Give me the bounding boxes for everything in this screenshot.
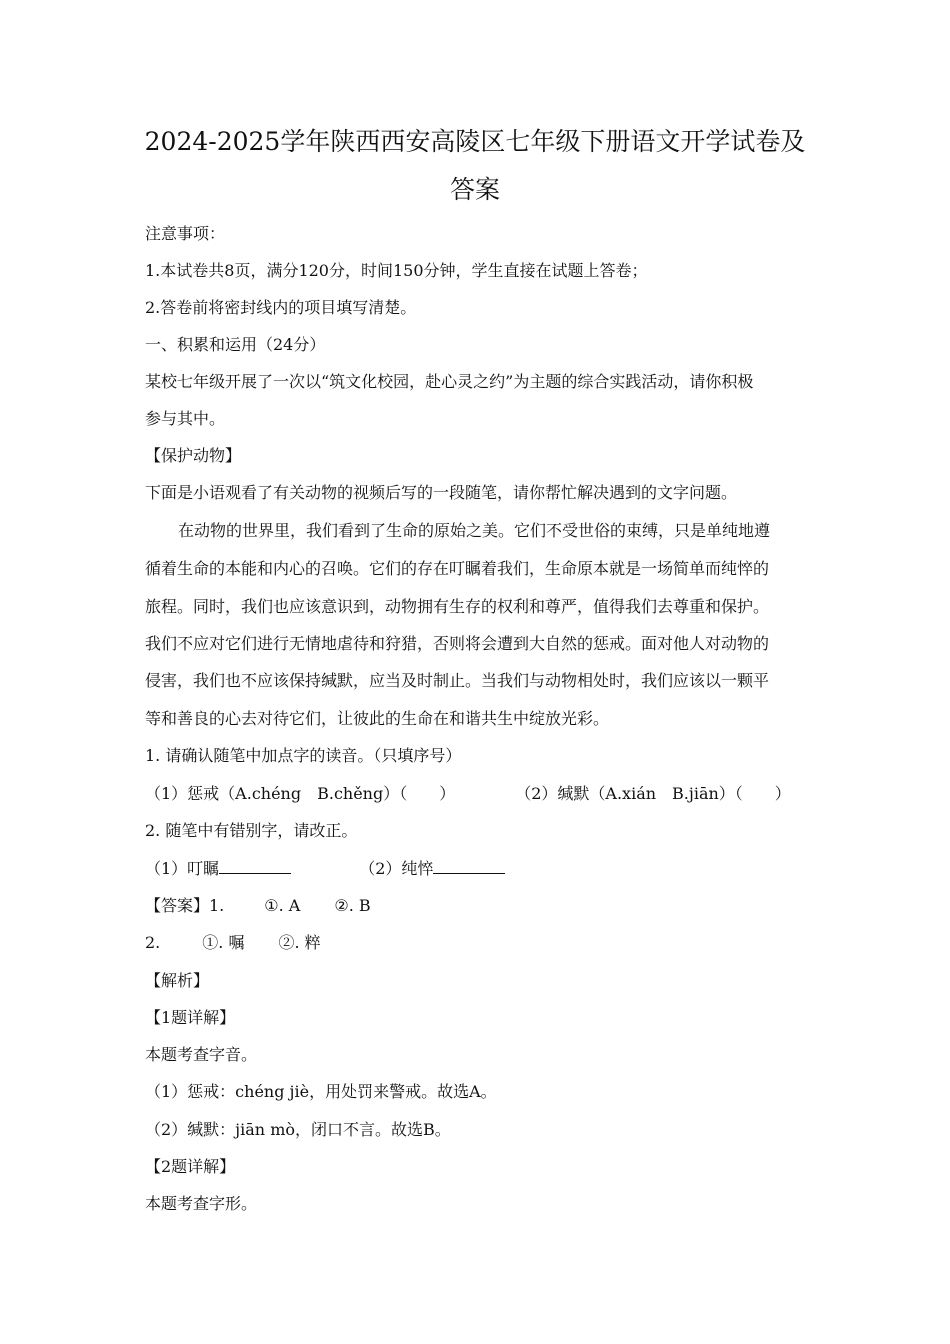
topic-heading: 【保护动物】 xyxy=(145,446,242,465)
section-heading: 一、积累和运用（24分） xyxy=(145,335,326,354)
section-intro-line2: 参与其中。 xyxy=(145,409,226,428)
question-2-stem: 2. 随笔中有错别字，请改正。 xyxy=(145,821,358,840)
passage-line: 循着生命的本能和内心的召唤。它们的存在叮瞩着我们，生命原本就是一场简单而纯悴的 xyxy=(145,559,770,578)
answer-row-1 xyxy=(145,895,371,917)
answer-blank-2[interactable] xyxy=(433,857,505,874)
question-1-options xyxy=(145,783,791,805)
notice-item-1: 1.本试卷共8页，满分120分，时间150分钟，学生直接在试题上答卷； xyxy=(145,261,648,280)
analysis-heading: 【解析】 xyxy=(145,971,210,990)
notice-heading: 注意事项： xyxy=(145,224,226,243)
answer-2-number: 2. xyxy=(145,933,161,952)
passage-line: 旅程。同时，我们也应该意识到，动物拥有生存的权利和尊严，值得我们去尊重和保护。 xyxy=(145,597,770,616)
passage-line: 在动物的世界里，我们看到了生命的原始之美。它们不受世俗的束缚，只是单纯地遵 xyxy=(178,521,771,540)
exam-title-line2: 答案 xyxy=(449,175,500,204)
answer-1-1: ①. A xyxy=(264,896,301,915)
passage-line: 我们不应对它们进行无情地虐待和狩猎，否则将会遭到大自然的惩戒。面对他人对动物的 xyxy=(145,634,770,653)
exam-title-line1: 2024-2025学年陕西西安高陵区七年级下册语文开学试卷及 xyxy=(144,127,806,156)
question-2-part1: （1）叮瞩 xyxy=(145,859,220,878)
answer-row-2 xyxy=(145,932,321,954)
question-2-parts xyxy=(145,857,505,880)
answer-2-2: ②. 粹 xyxy=(278,933,321,952)
question-2-part2: （2）纯悴 xyxy=(359,859,434,878)
notice-item-2: 2.答卷前将密封线内的项目填写清楚。 xyxy=(145,298,417,317)
passage-line: 侵害，我们也不应该保持缄默，应当及时制止。当我们与动物相处时，我们应该以一颗平 xyxy=(145,671,770,690)
analysis-q1-heading: 【1题详解】 xyxy=(145,1008,236,1027)
question-1-stem: 1. 请确认随笔中加点字的读音。（只填序号） xyxy=(145,746,462,765)
analysis-q1-line1: 本题考查字音。 xyxy=(145,1045,258,1064)
answer-2-1: ①. 嘱 xyxy=(202,933,245,952)
passage-line: 等和善良的心去对待它们，让彼此的生命在和谐共生中绽放光彩。 xyxy=(145,709,610,728)
question-1-part1: （1）惩戒（A.chéng B.chěng）（ ） xyxy=(145,784,456,803)
answer-blank-1[interactable] xyxy=(219,857,291,874)
answer-label: 【答案】1. xyxy=(145,896,225,915)
question-1-part2: （2）缄默（A.xián B.jiān）（ ） xyxy=(515,784,791,803)
answer-1-2: ②. B xyxy=(334,896,371,915)
section-intro-line1: 某校七年级开展了一次以“筑文化校园，赴心灵之约”为主题的综合实践活动，请你积极 xyxy=(145,372,754,391)
analysis-q2-line1: 本题考查字形。 xyxy=(145,1194,258,1213)
task-instruction: 下面是小语观看了有关动物的视频后写的一段随笔，请你帮忙解决遇到的文字问题。 xyxy=(145,483,738,502)
analysis-q2-heading: 【2题详解】 xyxy=(145,1157,236,1176)
analysis-q1-line2: （1）惩戒：chéng jiè，用处罚来警戒。故选A。 xyxy=(145,1082,497,1101)
analysis-q1-line3: （2）缄默：jiān mò，闭口不言。故选B。 xyxy=(145,1120,451,1139)
